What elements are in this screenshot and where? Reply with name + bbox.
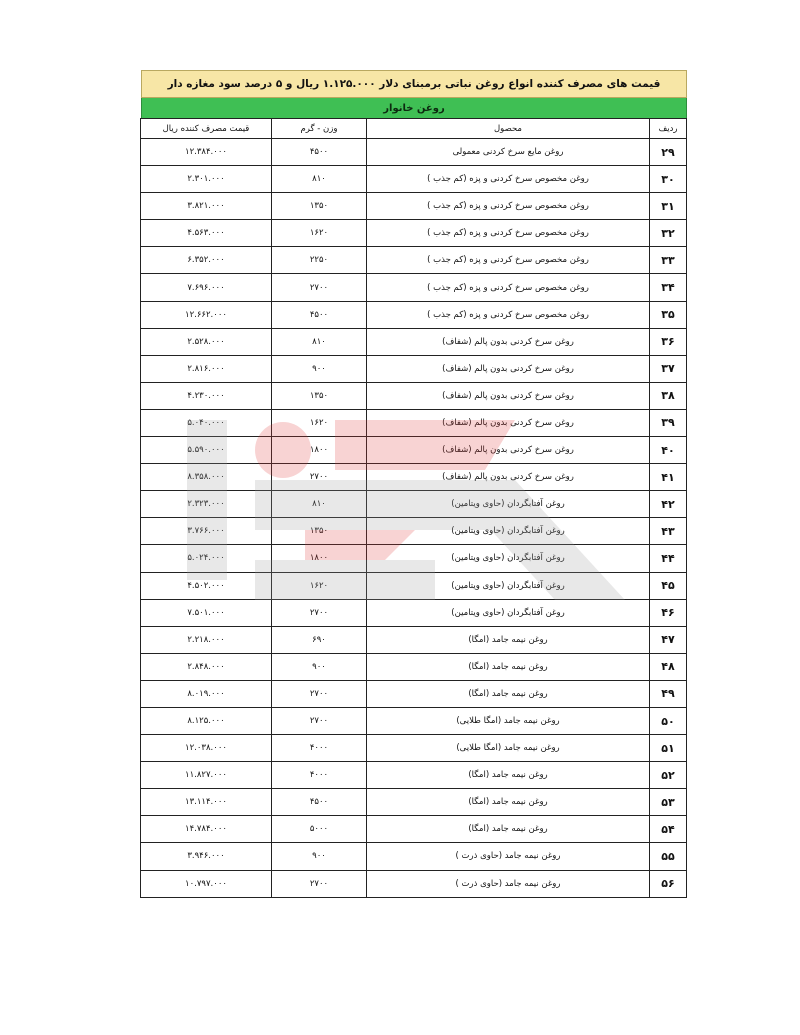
price-cell: ۷.۵۰۱.۰۰۰ (141, 599, 272, 626)
table-row (141, 247, 687, 274)
weight-cell: ۱۳۵۰ (272, 518, 367, 545)
row-number-cell: ۴۵ (650, 572, 687, 599)
product-cell: روغن مخصوص سرخ کردنی و پزه (کم جذب ) (367, 301, 650, 328)
product-cell: روغن نیمه جامد (حاوی ذرت ) (367, 870, 650, 897)
price-cell: ۲.۵۲۸.۰۰۰ (141, 328, 272, 355)
table-row (141, 437, 687, 464)
table-row (141, 762, 687, 789)
price-cell: ۱۰.۷۹۷.۰۰۰ (141, 870, 272, 897)
weight-cell: ۱۳۵۰ (272, 382, 367, 409)
header-product: محصول (367, 119, 650, 139)
table-row (141, 274, 687, 301)
weight-cell: ۴۵۰۰ (272, 139, 367, 166)
price-cell: ۱۳.۱۱۴.۰۰۰ (141, 789, 272, 816)
weight-cell: ۵۰۰۰ (272, 816, 367, 843)
row-number-cell: ۳۶ (650, 328, 687, 355)
weight-cell: ۱۸۰۰ (272, 437, 367, 464)
row-number-cell: ۳۲ (650, 220, 687, 247)
price-table (140, 118, 687, 898)
product-cell: روغن نیمه جامد (امگا طلایی) (367, 707, 650, 734)
weight-cell: ۱۶۲۰ (272, 220, 367, 247)
section-title: روغن خانوار (141, 98, 687, 118)
price-cell: ۷.۶۹۶.۰۰۰ (141, 274, 272, 301)
weight-cell: ۲۲۵۰ (272, 247, 367, 274)
table-row (141, 680, 687, 707)
product-cell: روغن نیمه جامد (امگا) (367, 816, 650, 843)
weight-cell: ۲۷۰۰ (272, 707, 367, 734)
product-cell: روغن نیمه جامد (امگا) (367, 762, 650, 789)
row-number-cell: ۴۶ (650, 599, 687, 626)
product-cell: روغن آفتابگردان (حاوی ویتامین) (367, 518, 650, 545)
price-cell: ۸.۰۱۹.۰۰۰ (141, 680, 272, 707)
table-row (141, 464, 687, 491)
table-row (141, 193, 687, 220)
product-cell: روغن آفتابگردان (حاوی ویتامین) (367, 545, 650, 572)
product-cell: روغن مخصوص سرخ کردنی و پزه (کم جذب ) (367, 166, 650, 193)
price-cell: ۵.۵۹۰.۰۰۰ (141, 437, 272, 464)
weight-cell: ۴۰۰۰ (272, 735, 367, 762)
table-body (141, 139, 687, 898)
product-cell: روغن سرخ کردنی بدون پالم (شفاف) (367, 355, 650, 382)
weight-cell: ۲۷۰۰ (272, 464, 367, 491)
row-number-cell: ۴۴ (650, 545, 687, 572)
weight-cell: ۸۱۰ (272, 166, 367, 193)
product-cell: روغن نیمه جامد (امگا) (367, 653, 650, 680)
product-cell: روغن نیمه جامد (امگا) (367, 680, 650, 707)
product-cell: روغن سرخ کردنی بدون پالم (شفاف) (367, 328, 650, 355)
weight-cell: ۲۷۰۰ (272, 870, 367, 897)
product-cell: روغن سرخ کردنی بدون پالم (شفاف) (367, 409, 650, 436)
header-weight: وزن - گرم (272, 119, 367, 139)
weight-cell: ۹۰۰ (272, 843, 367, 870)
product-cell: روغن مخصوص سرخ کردنی و پزه (کم جذب ) (367, 193, 650, 220)
price-sheet (141, 70, 687, 898)
weight-cell: ۴۵۰۰ (272, 789, 367, 816)
weight-cell: ۶۹۰ (272, 626, 367, 653)
row-number-cell: ۳۳ (650, 247, 687, 274)
price-cell: ۲.۳۰۱.۰۰۰ (141, 166, 272, 193)
table-header-row (141, 119, 687, 139)
table-row (141, 572, 687, 599)
row-number-cell: ۵۵ (650, 843, 687, 870)
price-cell: ۲.۸۱۶.۰۰۰ (141, 355, 272, 382)
product-cell: روغن نیمه جامد (امگا) (367, 626, 650, 653)
table-row (141, 816, 687, 843)
product-cell: روغن مخصوص سرخ کردنی و پزه (کم جذب ) (367, 247, 650, 274)
price-cell: ۳.۷۶۶.۰۰۰ (141, 518, 272, 545)
row-number-cell: ۳۰ (650, 166, 687, 193)
table-row (141, 870, 687, 897)
header-price: قیمت مصرف کننده ریال (141, 119, 272, 139)
price-cell: ۱۲.۳۸۴.۰۰۰ (141, 139, 272, 166)
table-row (141, 626, 687, 653)
row-number-cell: ۵۶ (650, 870, 687, 897)
price-cell: ۲.۸۴۸.۰۰۰ (141, 653, 272, 680)
product-cell: روغن نیمه جامد (امگا) (367, 789, 650, 816)
table-row (141, 707, 687, 734)
product-cell: روغن آفتابگردان (حاوی ویتامین) (367, 599, 650, 626)
row-number-cell: ۴۳ (650, 518, 687, 545)
price-cell: ۴.۵۶۳.۰۰۰ (141, 220, 272, 247)
row-number-cell: ۴۰ (650, 437, 687, 464)
product-cell: روغن آفتابگردان (حاوی ویتامین) (367, 572, 650, 599)
price-cell: ۵.۰۲۴.۰۰۰ (141, 545, 272, 572)
product-cell: روغن مخصوص سرخ کردنی و پزه (کم جذب ) (367, 274, 650, 301)
weight-cell: ۲۷۰۰ (272, 274, 367, 301)
price-cell: ۴.۲۳۰.۰۰۰ (141, 382, 272, 409)
row-number-cell: ۴۲ (650, 491, 687, 518)
row-number-cell: ۳۷ (650, 355, 687, 382)
price-cell: ۳.۹۴۶.۰۰۰ (141, 843, 272, 870)
weight-cell: ۱۳۵۰ (272, 193, 367, 220)
price-cell: ۴.۵۰۲.۰۰۰ (141, 572, 272, 599)
price-cell: ۸.۱۲۵.۰۰۰ (141, 707, 272, 734)
table-row (141, 220, 687, 247)
product-cell: روغن مخصوص سرخ کردنی و پزه (کم جذب ) (367, 220, 650, 247)
header-row-number: ردیف (650, 119, 687, 139)
table-row (141, 328, 687, 355)
row-number-cell: ۴۹ (650, 680, 687, 707)
product-cell: روغن سرخ کردنی بدون پالم (شفاف) (367, 464, 650, 491)
weight-cell: ۱۸۰۰ (272, 545, 367, 572)
weight-cell: ۹۰۰ (272, 355, 367, 382)
row-number-cell: ۳۸ (650, 382, 687, 409)
row-number-cell: ۳۴ (650, 274, 687, 301)
price-cell: ۳.۸۲۱.۰۰۰ (141, 193, 272, 220)
weight-cell: ۲۷۰۰ (272, 599, 367, 626)
table-row (141, 409, 687, 436)
weight-cell: ۹۰۰ (272, 653, 367, 680)
table-row (141, 382, 687, 409)
table-row (141, 843, 687, 870)
table-row (141, 653, 687, 680)
table-row (141, 545, 687, 572)
table-row (141, 599, 687, 626)
row-number-cell: ۴۸ (650, 653, 687, 680)
weight-cell: ۴۰۰۰ (272, 762, 367, 789)
row-number-cell: ۳۹ (650, 409, 687, 436)
price-cell: ۶.۳۵۲.۰۰۰ (141, 247, 272, 274)
product-cell: روغن نیمه جامد (امگا طلایی) (367, 735, 650, 762)
row-number-cell: ۵۱ (650, 735, 687, 762)
table-row (141, 789, 687, 816)
page-title: قیمت های مصرف کننده انواع روغن نباتی برمبنای دلار ۱.۱۲۵.۰۰۰ ریال و ۵ درصد سود مغازه دار (141, 70, 687, 98)
price-cell: ۲.۳۲۳.۰۰۰ (141, 491, 272, 518)
weight-cell: ۸۱۰ (272, 328, 367, 355)
price-cell: ۵.۰۴۰.۰۰۰ (141, 409, 272, 436)
weight-cell: ۴۵۰۰ (272, 301, 367, 328)
weight-cell: ۱۶۲۰ (272, 572, 367, 599)
weight-cell: ۸۱۰ (272, 491, 367, 518)
row-number-cell: ۴۷ (650, 626, 687, 653)
product-cell: روغن سرخ کردنی بدون پالم (شفاف) (367, 437, 650, 464)
price-cell: ۱۲.۰۳۸.۰۰۰ (141, 735, 272, 762)
table-row (141, 139, 687, 166)
product-cell: روغن نیمه جامد (حاوی ذرت ) (367, 843, 650, 870)
product-cell: روغن سرخ کردنی بدون پالم (شفاف) (367, 382, 650, 409)
table-row (141, 491, 687, 518)
table-row (141, 166, 687, 193)
product-cell: روغن مایع سرخ کردنی معمولی (367, 139, 650, 166)
row-number-cell: ۵۰ (650, 707, 687, 734)
price-cell: ۱۲.۶۶۲.۰۰۰ (141, 301, 272, 328)
table-row (141, 518, 687, 545)
row-number-cell: ۳۱ (650, 193, 687, 220)
row-number-cell: ۵۲ (650, 762, 687, 789)
row-number-cell: ۵۴ (650, 816, 687, 843)
product-cell: روغن آفتابگردان (حاوی ویتامین) (367, 491, 650, 518)
price-cell: ۱۴.۷۸۴.۰۰۰ (141, 816, 272, 843)
table-row (141, 355, 687, 382)
row-number-cell: ۳۵ (650, 301, 687, 328)
table-row (141, 301, 687, 328)
price-cell: ۱۱.۸۲۷.۰۰۰ (141, 762, 272, 789)
row-number-cell: ۴۱ (650, 464, 687, 491)
row-number-cell: ۵۳ (650, 789, 687, 816)
weight-cell: ۱۶۲۰ (272, 409, 367, 436)
price-cell: ۲.۲۱۸.۰۰۰ (141, 626, 272, 653)
table-row (141, 735, 687, 762)
row-number-cell: ۲۹ (650, 139, 687, 166)
price-cell: ۸.۳۵۸.۰۰۰ (141, 464, 272, 491)
weight-cell: ۲۷۰۰ (272, 680, 367, 707)
